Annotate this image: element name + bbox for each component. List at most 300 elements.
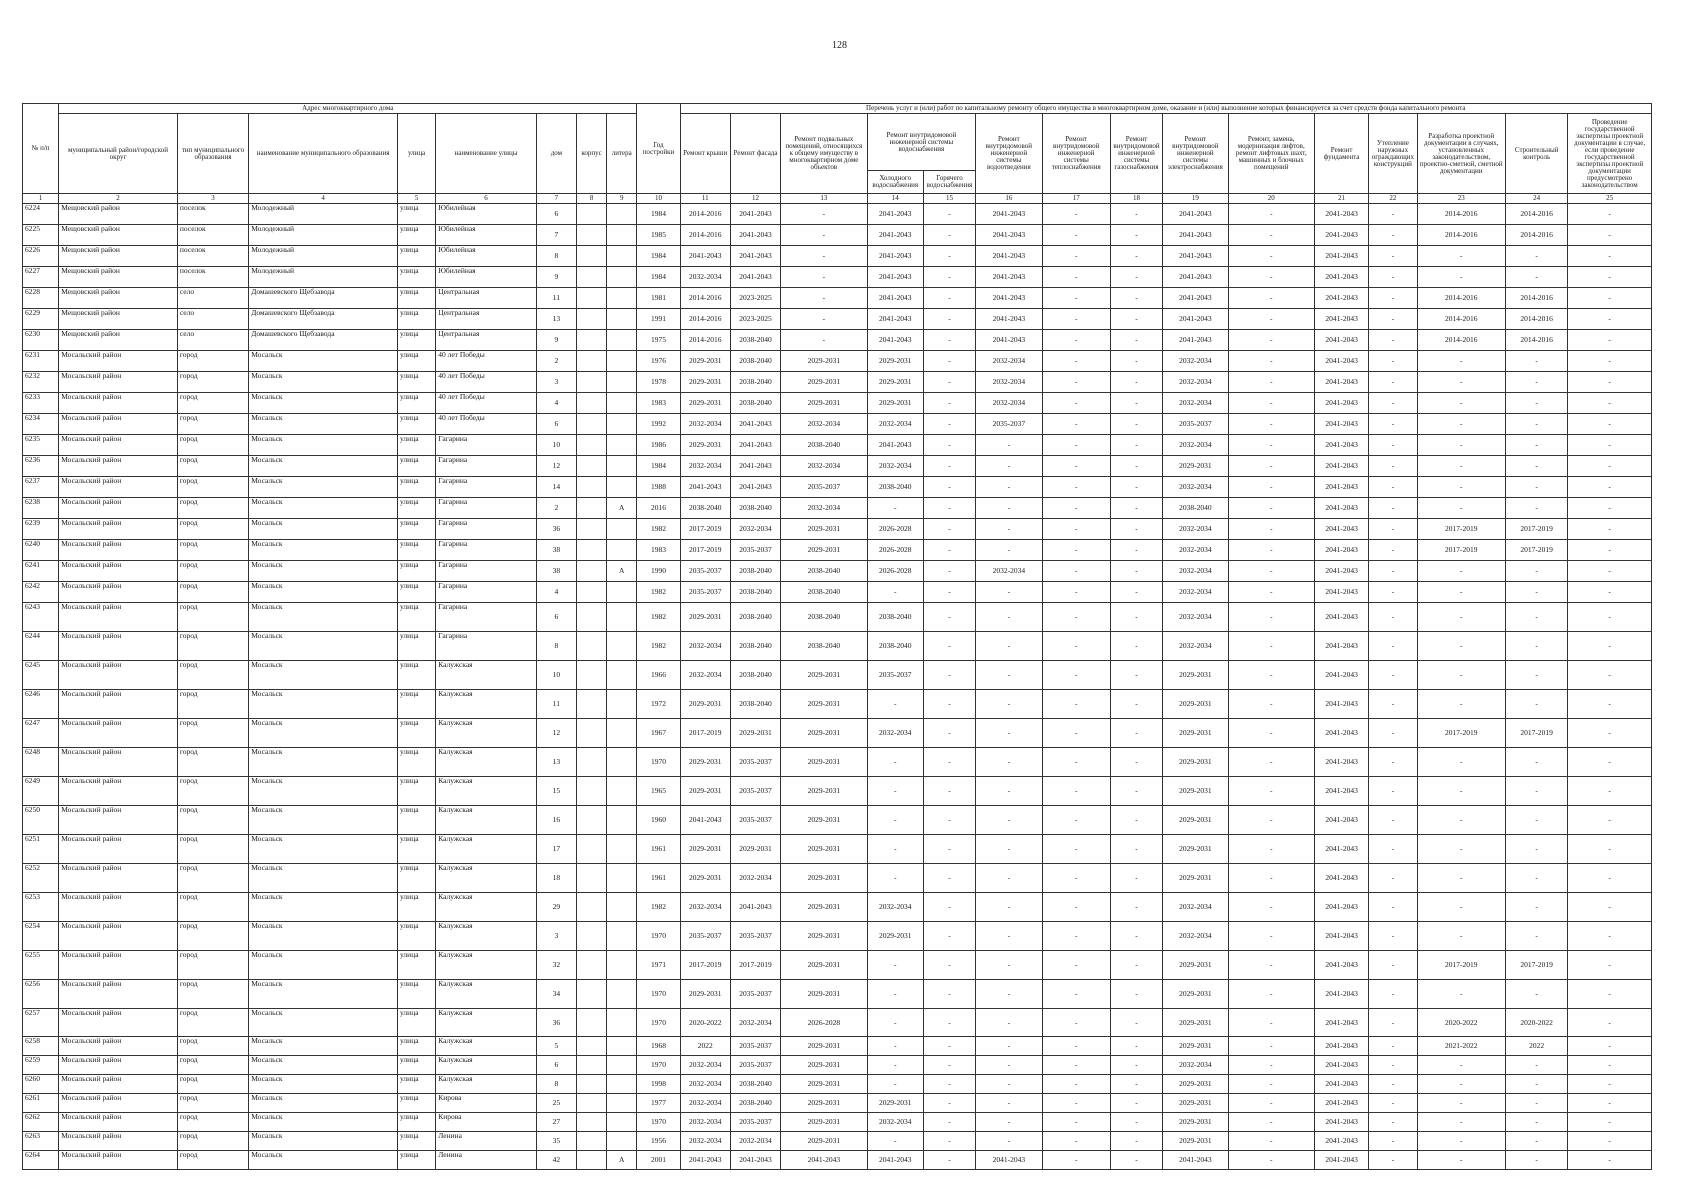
cell-house: 14 [536, 477, 576, 498]
cell-house: 38 [536, 540, 576, 561]
cell-design: 2014-2016 [1417, 204, 1505, 225]
cell-street-name: Калужская [436, 806, 537, 835]
cell-power: 2041-2043 [1163, 267, 1228, 288]
cell-mo-name: Мосальск [249, 748, 398, 777]
cell-sewer: - [976, 893, 1042, 922]
cell-mo-name: Мосальск [249, 1113, 398, 1132]
cell-gas: - [1110, 864, 1162, 893]
cell-lift: - [1228, 372, 1314, 393]
table-row [23, 1132, 1652, 1151]
cell-design: - [1417, 372, 1505, 393]
cell-power: 2041-2043 [1163, 225, 1228, 246]
cell-basement: - [781, 309, 867, 330]
cell-letter [607, 632, 637, 661]
cell-insulation: - [1369, 1056, 1417, 1075]
cell-street-type: улица [398, 351, 436, 372]
cell-control: 2014-2016 [1505, 330, 1567, 351]
cell-year: 1984 [637, 267, 680, 288]
cell-expertise: - [1568, 1037, 1652, 1056]
cell-cold-water: - [867, 582, 923, 603]
cell-basement: 2029-2031 [781, 1094, 867, 1113]
cell-cold-water: - [867, 748, 923, 777]
cell-gas: - [1110, 1151, 1162, 1170]
cell-heat: - [1042, 561, 1110, 582]
cell-facade: 2038-2040 [730, 1094, 780, 1113]
cell-design: - [1417, 864, 1505, 893]
cell-mo-type: город [177, 477, 248, 498]
cell-house: 9 [536, 330, 576, 351]
cell-year: 1983 [637, 540, 680, 561]
cell-district: Мосальский район [59, 922, 178, 951]
cell-gas: - [1110, 1009, 1162, 1037]
cell-hot-water: - [923, 393, 975, 414]
cell-lift: - [1228, 864, 1314, 893]
table-row [23, 519, 1652, 540]
cell-street-type: улица [398, 719, 436, 748]
column-number: 10 [637, 194, 680, 204]
cell-lift: - [1228, 393, 1314, 414]
cell-heat: - [1042, 372, 1110, 393]
cell-power: 2029-2031 [1163, 1132, 1228, 1151]
cell-hot-water: - [923, 719, 975, 748]
column-number: 15 [923, 194, 975, 204]
cell-basement: 2029-2031 [781, 951, 867, 980]
cell-cold-water: 2032-2034 [867, 893, 923, 922]
table-row [23, 1075, 1652, 1094]
cell-mo-type: город [177, 1037, 248, 1056]
cell-roof: 2041-2043 [680, 246, 730, 267]
cell-facade: 2041-2043 [730, 477, 780, 498]
cell-design: - [1417, 980, 1505, 1009]
cell-mo-type: город [177, 519, 248, 540]
cell-basement: - [781, 267, 867, 288]
cell-district: Мосальский район [59, 477, 178, 498]
cell-roof: 2017-2019 [680, 519, 730, 540]
cell-row-num: 6262 [23, 1113, 59, 1132]
cell-cold-water: 2029-2031 [867, 922, 923, 951]
cell-foundation: 2041-2043 [1314, 393, 1368, 414]
cell-year: 2016 [637, 498, 680, 519]
cell-street-name: Калужская [436, 661, 537, 690]
cell-street-type: улица [398, 246, 436, 267]
cell-house: 4 [536, 582, 576, 603]
cell-row-num: 6242 [23, 582, 59, 603]
cell-lift: - [1228, 1009, 1314, 1037]
cell-control: - [1505, 632, 1567, 661]
cell-heat: - [1042, 309, 1110, 330]
cell-insulation: - [1369, 1009, 1417, 1037]
cell-gas: - [1110, 414, 1162, 435]
cell-row-num: 6238 [23, 498, 59, 519]
table-row [23, 893, 1652, 922]
cell-house: 36 [536, 1009, 576, 1037]
cell-sewer: - [976, 1113, 1042, 1132]
cell-row-num: 6233 [23, 393, 59, 414]
cell-year: 1972 [637, 690, 680, 719]
cell-mo-name: Мосальск [249, 435, 398, 456]
cell-lift: - [1228, 435, 1314, 456]
cell-roof: 2035-2037 [680, 561, 730, 582]
cell-sewer: - [976, 632, 1042, 661]
cell-year: 1982 [637, 632, 680, 661]
cell-cold-water: - [867, 777, 923, 806]
cell-hot-water: - [923, 288, 975, 309]
col-control-header: Строительный контроль [1505, 114, 1567, 194]
cell-foundation: 2041-2043 [1314, 1075, 1368, 1094]
cell-control: 2014-2016 [1505, 204, 1567, 225]
cell-hot-water: - [923, 748, 975, 777]
cell-basement: 2038-2040 [781, 561, 867, 582]
cell-street-type: улица [398, 1132, 436, 1151]
cell-street-type: улица [398, 864, 436, 893]
cell-facade: 2032-2034 [730, 1132, 780, 1151]
table-row [23, 603, 1652, 632]
cell-year: 1982 [637, 582, 680, 603]
cell-heat: - [1042, 456, 1110, 477]
cell-control: - [1505, 922, 1567, 951]
column-number: 16 [976, 194, 1042, 204]
cell-hot-water: - [923, 477, 975, 498]
cell-hot-water: - [923, 1037, 975, 1056]
cell-street-type: улица [398, 540, 436, 561]
cell-letter [607, 1037, 637, 1056]
table-row [23, 582, 1652, 603]
cell-control: - [1505, 1094, 1567, 1113]
cell-roof: 2014-2016 [680, 225, 730, 246]
cell-mo-name: Мосальск [249, 690, 398, 719]
cell-gas: - [1110, 719, 1162, 748]
cell-expertise: - [1568, 225, 1652, 246]
cell-mo-type: город [177, 393, 248, 414]
cell-letter [607, 748, 637, 777]
cell-lift: - [1228, 414, 1314, 435]
cell-power: 2029-2031 [1163, 1094, 1228, 1113]
cell-mo-type: поселок [177, 267, 248, 288]
cell-building [576, 288, 606, 309]
cell-facade: 2041-2043 [730, 204, 780, 225]
cell-row-num: 6254 [23, 922, 59, 951]
cell-foundation: 2041-2043 [1314, 806, 1368, 835]
cell-facade: 2038-2040 [730, 330, 780, 351]
cell-gas: - [1110, 393, 1162, 414]
cell-design: 2014-2016 [1417, 225, 1505, 246]
cell-insulation: - [1369, 498, 1417, 519]
table-row [23, 661, 1652, 690]
cell-mo-type: город [177, 498, 248, 519]
table-row [23, 225, 1652, 246]
cell-heat: - [1042, 632, 1110, 661]
cell-expertise: - [1568, 246, 1652, 267]
cell-heat: - [1042, 330, 1110, 351]
cell-heat: - [1042, 603, 1110, 632]
cell-design: - [1417, 1151, 1505, 1170]
cell-cold-water: 2041-2043 [867, 204, 923, 225]
cell-basement: 2038-2040 [781, 632, 867, 661]
cell-facade: 2035-2037 [730, 1037, 780, 1056]
cell-sewer: 2041-2043 [976, 225, 1042, 246]
cell-insulation: - [1369, 288, 1417, 309]
cell-street-type: улица [398, 632, 436, 661]
cell-basement: 2038-2040 [781, 582, 867, 603]
cell-street-type: улица [398, 288, 436, 309]
cell-insulation: - [1369, 1037, 1417, 1056]
cell-sewer: - [976, 435, 1042, 456]
cell-control: - [1505, 246, 1567, 267]
cell-gas: - [1110, 661, 1162, 690]
cell-letter [607, 477, 637, 498]
cell-mo-type: город [177, 1132, 248, 1151]
cell-design: - [1417, 835, 1505, 864]
cell-building [576, 806, 606, 835]
cell-building [576, 267, 606, 288]
cell-roof: 2032-2034 [680, 456, 730, 477]
cell-basement: 2038-2040 [781, 603, 867, 632]
cell-expertise: - [1568, 393, 1652, 414]
cell-mo-name: Мосальск [249, 582, 398, 603]
column-number: 3 [177, 194, 248, 204]
cell-building [576, 225, 606, 246]
cell-roof: 2035-2037 [680, 922, 730, 951]
cell-cold-water: - [867, 498, 923, 519]
col-expertise-header: Проведение государственной экспертизы проектной документации в случае, если проведение государственной экспертизы проектной документации предусмотрено законодательством [1568, 114, 1652, 194]
cell-insulation: - [1369, 661, 1417, 690]
cell-mo-name: Мосальск [249, 1094, 398, 1113]
cell-foundation: 2041-2043 [1314, 267, 1368, 288]
cell-row-num: 6249 [23, 777, 59, 806]
cell-gas: - [1110, 456, 1162, 477]
cell-year: 1985 [637, 225, 680, 246]
cell-house: 32 [536, 951, 576, 980]
cell-sewer: - [976, 1009, 1042, 1037]
cell-district: Мосальский район [59, 1151, 178, 1170]
col-letter-header: литера [607, 114, 637, 194]
col-facade-header: Ремонт фасада [730, 114, 780, 194]
cell-street-type: улица [398, 806, 436, 835]
cell-basement: 2029-2031 [781, 922, 867, 951]
cell-power: 2032-2034 [1163, 893, 1228, 922]
cell-house: 17 [536, 835, 576, 864]
cell-design: 2014-2016 [1417, 330, 1505, 351]
cell-control: - [1505, 498, 1567, 519]
cell-row-num: 6236 [23, 456, 59, 477]
cell-facade: 2035-2037 [730, 980, 780, 1009]
cell-row-num: 6224 [23, 204, 59, 225]
cell-roof: 2032-2034 [680, 1094, 730, 1113]
cell-row-num: 6253 [23, 893, 59, 922]
cell-row-num: 6234 [23, 414, 59, 435]
cell-foundation: 2041-2043 [1314, 540, 1368, 561]
cell-basement: 2029-2031 [781, 690, 867, 719]
cell-roof: 2032-2034 [680, 414, 730, 435]
cell-design: - [1417, 632, 1505, 661]
cell-street-type: улица [398, 498, 436, 519]
cell-control: - [1505, 661, 1567, 690]
cell-mo-name: Мосальск [249, 777, 398, 806]
cell-expertise: - [1568, 372, 1652, 393]
cell-mo-type: город [177, 561, 248, 582]
cell-insulation: - [1369, 393, 1417, 414]
cell-gas: - [1110, 1056, 1162, 1075]
cell-insulation: - [1369, 1132, 1417, 1151]
cell-letter [607, 835, 637, 864]
cell-mo-name: Мосальск [249, 372, 398, 393]
cell-row-num: 6252 [23, 864, 59, 893]
cell-design: 2017-2019 [1417, 719, 1505, 748]
cell-facade: 2029-2031 [730, 835, 780, 864]
cell-building [576, 748, 606, 777]
cell-mo-type: город [177, 1151, 248, 1170]
cell-power: 2032-2034 [1163, 540, 1228, 561]
cell-letter [607, 351, 637, 372]
table-row [23, 498, 1652, 519]
cell-control: - [1505, 561, 1567, 582]
cell-mo-type: город [177, 1094, 248, 1113]
cell-design: 2017-2019 [1417, 951, 1505, 980]
cell-expertise: - [1568, 1009, 1652, 1037]
cell-heat: - [1042, 288, 1110, 309]
cell-power: 2032-2034 [1163, 477, 1228, 498]
cell-insulation: - [1369, 582, 1417, 603]
cell-district: Мосальский район [59, 1075, 178, 1094]
cell-row-num: 6258 [23, 1037, 59, 1056]
cell-building [576, 661, 606, 690]
cell-heat: - [1042, 1132, 1110, 1151]
cell-expertise: - [1568, 632, 1652, 661]
cell-heat: - [1042, 582, 1110, 603]
cell-cold-water: 2026-2028 [867, 561, 923, 582]
cell-cold-water: - [867, 1056, 923, 1075]
cell-street-type: улица [398, 393, 436, 414]
cell-year: 1984 [637, 246, 680, 267]
cell-district: Мосальский район [59, 1094, 178, 1113]
cell-gas: - [1110, 951, 1162, 980]
cell-row-num: 6226 [23, 246, 59, 267]
cell-sewer: 2041-2043 [976, 267, 1042, 288]
cell-foundation: 2041-2043 [1314, 951, 1368, 980]
column-number: 23 [1417, 194, 1505, 204]
cell-insulation: - [1369, 435, 1417, 456]
cell-letter [607, 225, 637, 246]
cell-foundation: 2041-2043 [1314, 351, 1368, 372]
cell-street-name: Гагарина [436, 632, 537, 661]
cell-mo-name: Мосальск [249, 456, 398, 477]
cell-gas: - [1110, 893, 1162, 922]
cell-street-name: Ленина [436, 1132, 537, 1151]
cell-cold-water: - [867, 835, 923, 864]
cell-expertise: - [1568, 498, 1652, 519]
table-row [23, 435, 1652, 456]
cell-house: 34 [536, 980, 576, 1009]
cell-building [576, 393, 606, 414]
cell-street-name: Гагарина [436, 519, 537, 540]
cell-sewer: - [976, 980, 1042, 1009]
cell-facade: 2035-2037 [730, 540, 780, 561]
cell-expertise: - [1568, 330, 1652, 351]
cell-house: 2 [536, 498, 576, 519]
col-mo-name-header: наименование муниципального образования [249, 114, 398, 194]
cell-street-name: Калужская [436, 690, 537, 719]
cell-lift: - [1228, 456, 1314, 477]
cell-row-num: 6227 [23, 267, 59, 288]
cell-year: 1998 [637, 1075, 680, 1094]
table-row [23, 951, 1652, 980]
cell-year: 1956 [637, 1132, 680, 1151]
cell-expertise: - [1568, 603, 1652, 632]
cell-heat: - [1042, 777, 1110, 806]
cell-insulation: - [1369, 893, 1417, 922]
cell-sewer: 2041-2043 [976, 246, 1042, 267]
cell-street-type: улица [398, 267, 436, 288]
cell-street-name: Кирова [436, 1113, 537, 1132]
cell-design: - [1417, 498, 1505, 519]
cell-mo-type: поселок [177, 204, 248, 225]
cell-year: 1961 [637, 864, 680, 893]
cell-gas: - [1110, 603, 1162, 632]
cell-expertise: - [1568, 1113, 1652, 1132]
cell-power: 2038-2040 [1163, 498, 1228, 519]
cell-district: Мещовский район [59, 267, 178, 288]
cell-letter [607, 719, 637, 748]
cell-letter [607, 1132, 637, 1151]
cell-facade: 2041-2043 [730, 414, 780, 435]
cell-hot-water: - [923, 1113, 975, 1132]
cell-sewer: - [976, 690, 1042, 719]
cell-cold-water: 2026-2028 [867, 540, 923, 561]
cell-hot-water: - [923, 225, 975, 246]
cell-hot-water: - [923, 603, 975, 632]
cell-gas: - [1110, 777, 1162, 806]
cell-street-type: улица [398, 980, 436, 1009]
cell-street-type: улица [398, 1151, 436, 1170]
cell-street-name: Гагарина [436, 561, 537, 582]
cell-sewer: - [976, 922, 1042, 951]
cell-hot-water: - [923, 414, 975, 435]
cell-row-num: 6241 [23, 561, 59, 582]
cell-letter [607, 372, 637, 393]
cell-house: 8 [536, 632, 576, 661]
cell-foundation: 2041-2043 [1314, 661, 1368, 690]
cell-design: - [1417, 1094, 1505, 1113]
cell-expertise: - [1568, 748, 1652, 777]
cell-cold-water: - [867, 690, 923, 719]
cell-district: Мосальский район [59, 498, 178, 519]
cell-hot-water: - [923, 690, 975, 719]
cell-sewer: - [976, 582, 1042, 603]
cell-year: 1970 [637, 1009, 680, 1037]
cell-street-type: улица [398, 1075, 436, 1094]
cell-roof: 2029-2031 [680, 690, 730, 719]
cell-expertise: - [1568, 806, 1652, 835]
cell-roof: 2041-2043 [680, 806, 730, 835]
cell-row-num: 6244 [23, 632, 59, 661]
table-row [23, 414, 1652, 435]
cell-heat: - [1042, 922, 1110, 951]
cell-district: Мосальский район [59, 893, 178, 922]
cell-control: 2014-2016 [1505, 225, 1567, 246]
cell-heat: - [1042, 477, 1110, 498]
cell-row-num: 6248 [23, 748, 59, 777]
cell-sewer: - [976, 456, 1042, 477]
cell-roof: 2041-2043 [680, 1151, 730, 1170]
cell-street-name: Юбилейная [436, 204, 537, 225]
cell-district: Мосальский район [59, 393, 178, 414]
cell-house: 25 [536, 1094, 576, 1113]
cell-heat: - [1042, 246, 1110, 267]
cell-mo-type: город [177, 1075, 248, 1094]
table-row [23, 1094, 1652, 1113]
cell-building [576, 519, 606, 540]
column-number: 13 [781, 194, 867, 204]
